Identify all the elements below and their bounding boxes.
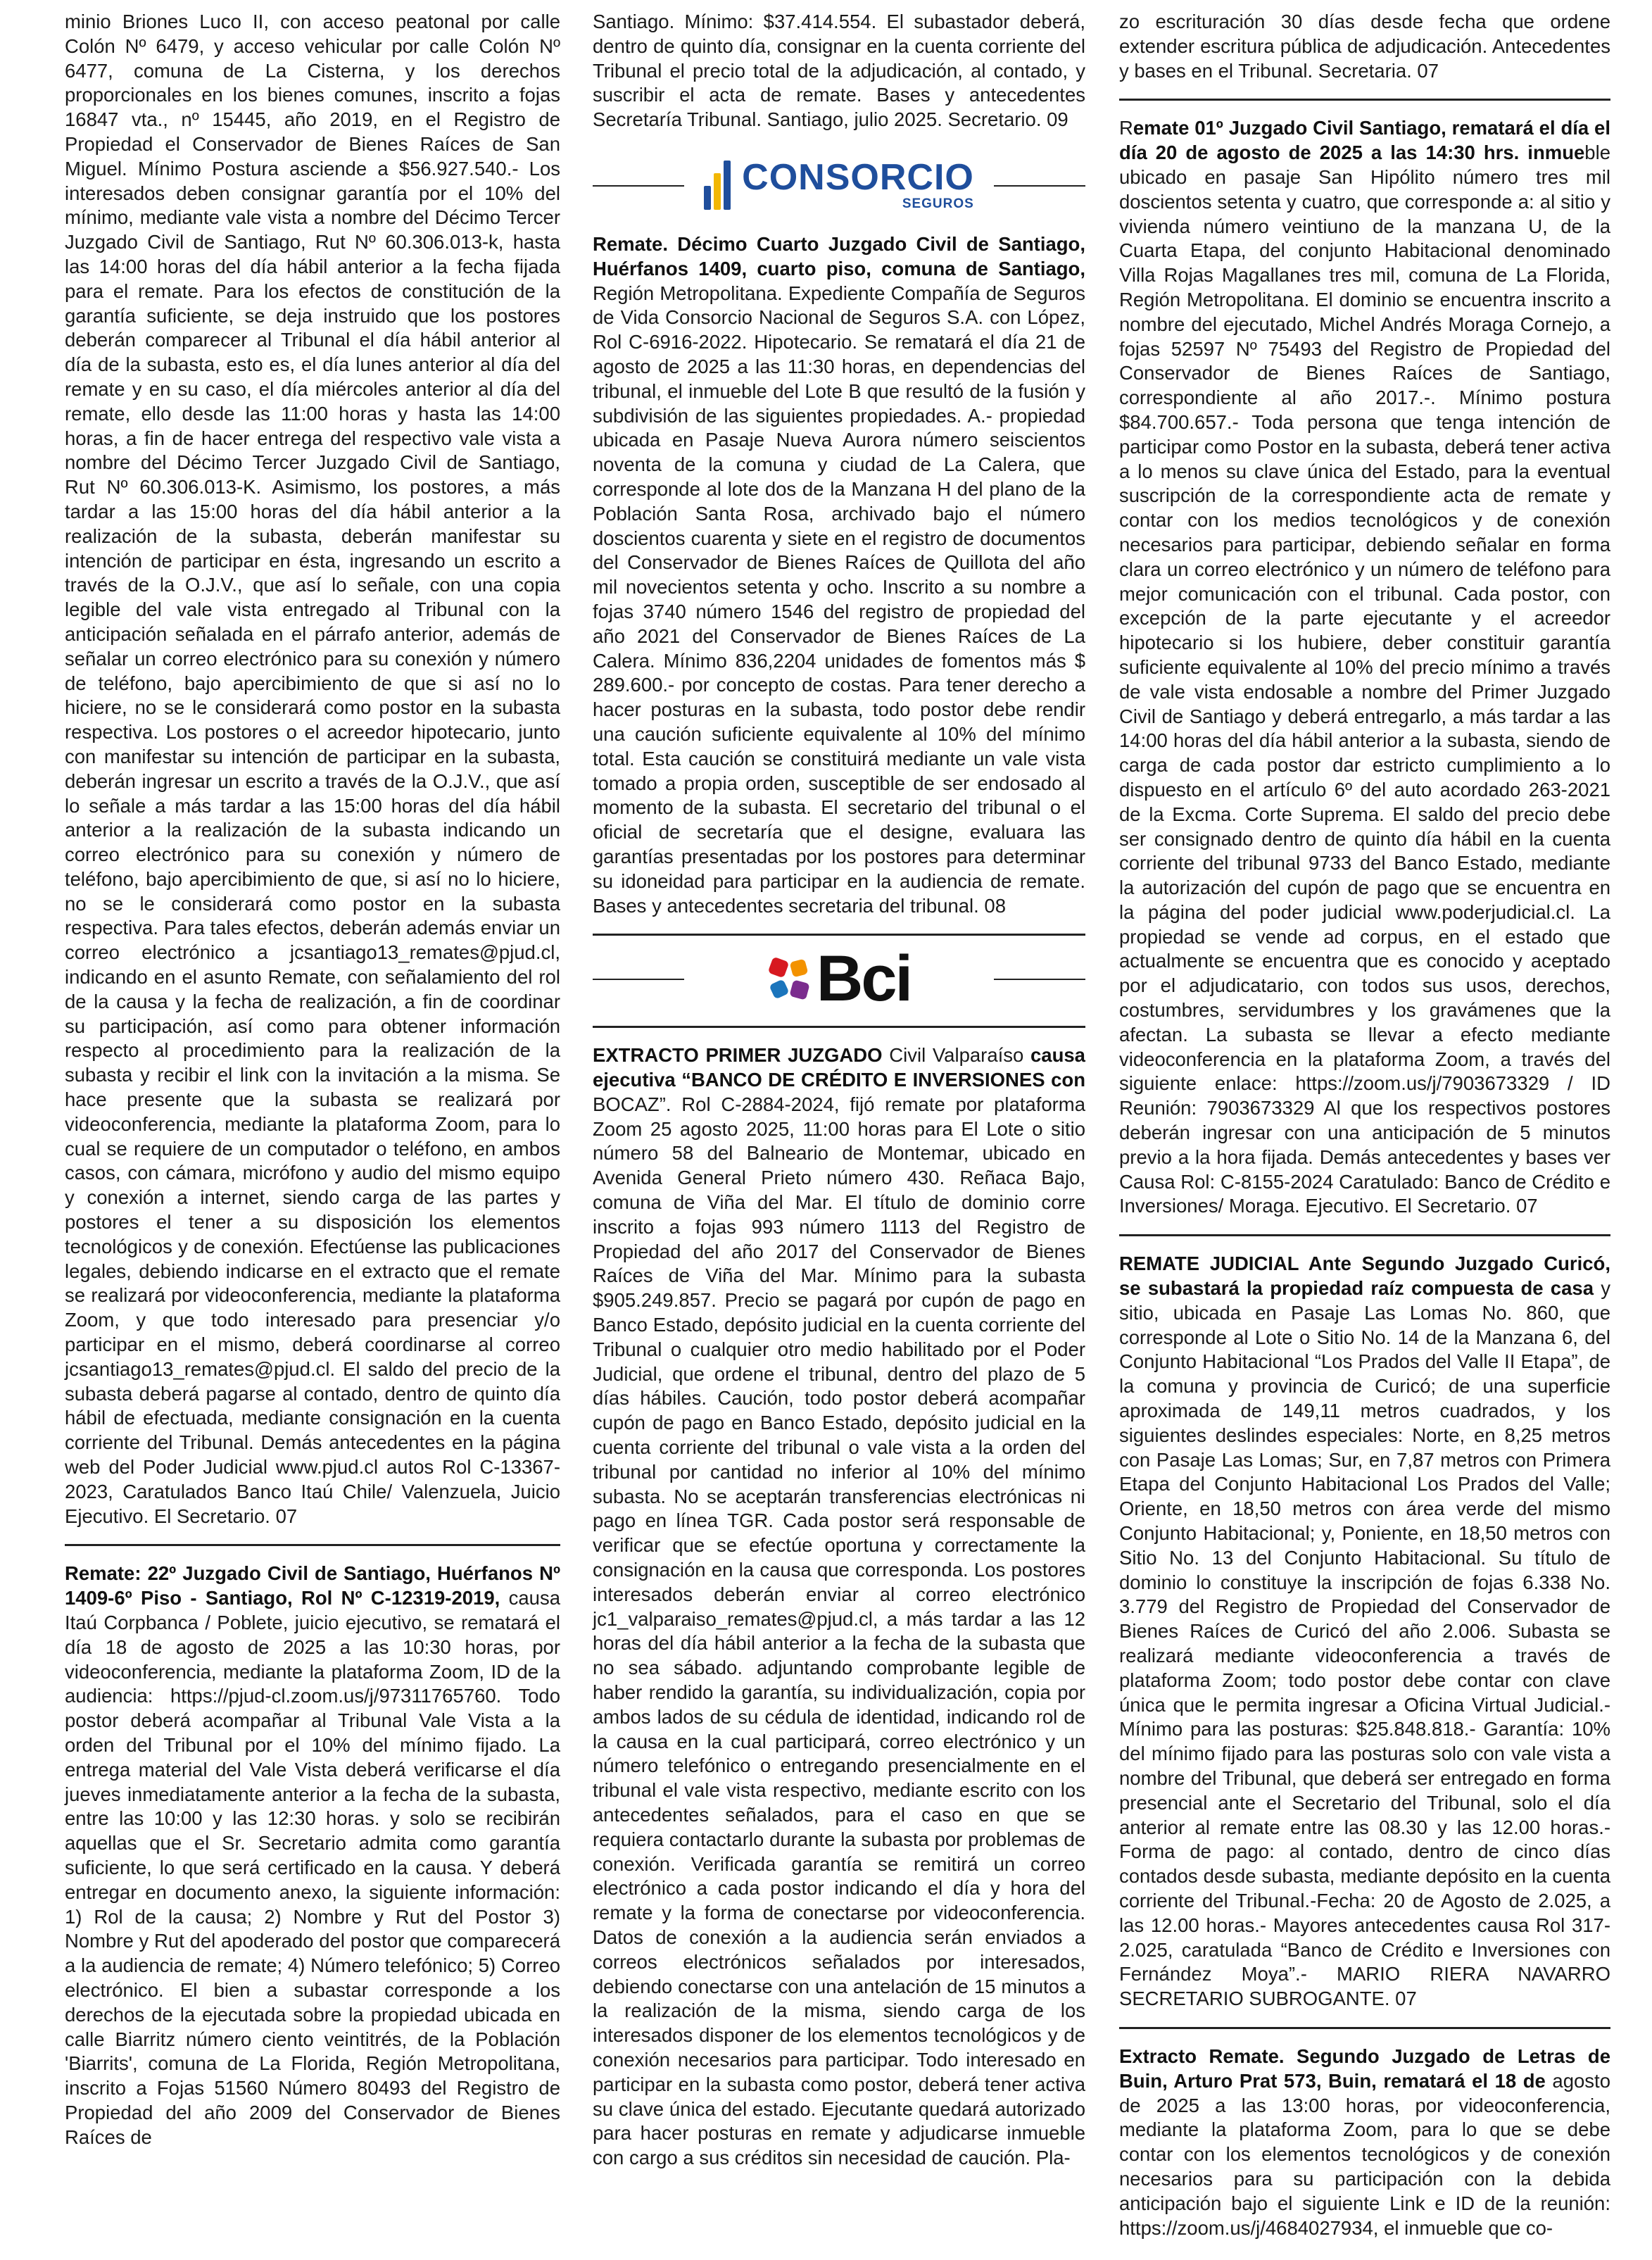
notice-heading: causa ejecutiva “BANCO DE CRÉDITO E INVERSIONES con xyxy=(593,1044,1085,1091)
consorcio-logo-banner xyxy=(593,146,1085,224)
notice-heading: REMATE JUDICIAL Ante Segundo Juzgado Curicó, se subastará la propiedad raíz compuesta de casa xyxy=(1119,1253,1610,1300)
divider xyxy=(1119,99,1610,101)
bci-symbol-icon xyxy=(767,956,812,1001)
bci-logo xyxy=(767,943,912,1015)
consorcio-logo-name: CONSORCIO xyxy=(742,156,974,198)
notice-body: agosto de 2025 a las 13:00 horas, por videoconferencia, mediante la plataforma Zoom, para lo que se debe contar con los elementos tecnológicos y de conexión necesarios para su participación con la debida anticipación bajo el siguiente Link e ID de la reunión: https://zoom.us/j/4684027934, el inmueble que co- xyxy=(1119,2069,1610,2239)
notice-heading: EXTRACTO PRIMER JUZGADO xyxy=(593,1044,883,1067)
notice-dropcap: R xyxy=(1119,117,1133,139)
notice-body: causa Itaú Corpbanca / Poblete, juicio ejecutivo, se rematará el día 18 de agosto de 2025 a las 10:30 horas, por videoconferencia, mediante la plataforma Zoom, ID de la audiencia: https://pjud-cl.zoom.us/j/97311765760. Todo postor deberá acompañar al Tribunal Vale Vista a la orden del Tribunal por el 10% del mínimo fijado. La entrega material del Vale Vista deberá verificarse el día jueves inmediatamente anterior a la fecha de la subasta, entre las 10:00 y las 12:30 horas. y solo se recibirán aquellas que el Sr. Secretario admita como garantía suficiente, lo que será certificado en la causa. Y deberá entregar en documento anexo, la siguiente información: 1) Rol de la causa; 2) Nombre y Rut del Postor 3) Nombre y Rut del apoderado del postor que comparecerá a la audiencia de remate; 4) Número telefónico; 5) Correo electrónico. El bien a subastar corresponde a los derechos de la ejecutada sobre la propiedad ubicada en calle Biarritz número ciento veintitrés, de la Población 'Biarrits', comuna de La Florida, Región Metropolitana, inscrito a Fojas 51560 Número 80493 del Registro de Propiedad del año 2009 del Conservador de Bienes Raíces de xyxy=(65,1587,560,2148)
column-3 xyxy=(1119,10,1610,2254)
auction-notice-14th-court xyxy=(593,232,1085,918)
consorcio-building-icon xyxy=(704,161,735,210)
auction-notice-22nd-court-continued xyxy=(593,10,1085,132)
notice-body: minio Briones Luco II, con acceso peatonal por calle Colón Nº 6479, y acceso vehicular por calle Colón Nº 6477, comuna de La Cisterna, y los derechos proporcionales en los bienes comunes, inscrito a fojas 16847 vta., nº 15445, año 2019, en el Registro de Propiedad el Conservador de Bienes Raíces de San Miguel. Mínimo Postura asciende a $56.927.540.- Los interesados deben consignar garantía por el 10% del mínimo, mediante vale vista a nombre del Décimo Tercer Juzgado Civil de Santiago, Rut Nº 60.306.013-k, hasta las 14:00 horas del día hábil anterior a la fecha fijada para el remate. Para los efectos de constitución de la garantía suficiente, se deja instruido que los postores deberán comparecer al Tribunal el día hábil anterior al día de la subasta, esto es, el día lunes anterior al día del remate y en su caso, el día miércoles anterior al día del remate, ello desde las 11:00 horas y hasta las 14:00 horas, a fin de hacer entrega del respectivo vale vista a nombre del Décimo Tercer Juzgado Civil de Santiago, Rut Nº 60.306.013-K. Asimismo, los postores, a más tardar a las 15:00 horas del día hábil anterior a la realización de la subasta, deberán manifestar su intención de participar en ésta, ingresando un escrito a través de la O.J.V., que así lo señale, con una copia legible del vale vista entregado al Tribunal con la anticipación señalada en el párrafo anterior, además de señalar un correo electrónico para su conexión y número de teléfono, bajo apercibimiento de que si así no lo hiciere, no se le considerará como postor en la subasta respectiva. Los postores o el acreedor hipotecario, junto con manifestar su intención de participar en la subasta, deberán ingresar un escrito a través de la O.J.V., que así lo señale a más tardar a las 15:00 horas del día hábil anterior a la realización de la subasta indicando un correo electrónico para su conexión y número de teléfono, bajo apercibimiento de que, si así no lo hiciere, no se le considerará como postor en la subasta respectiva. Para tales efectos, deberán además enviar un correo electrónico a jcsantiago13_remates@pjud.cl, indicando en el asunto Remate, con señalamiento del rol de la causa y la fecha de realización, a fin de coordinar su participación, así como para obtener información respecto al procedimiento para la realización de la subasta y recibir el link con la invitación a la misma. Se hace presente que la subasta se realizará por videoconferencia, mediante la plataforma Zoom, para lo cual se requiere de un computador o teléfono, en ambos casos, con cámara, micrófono y audio del mismo equipo y conexión a internet, siendo carga de las partes y postores el tener a su disposición los elementos tecnológicos y de conexión. Efectúense las publicaciones legales, debiendo indicarse en el extracto que el remate se realizará por videoconferencia, mediante la plataforma Zoom, y que todo interesado para presenciar y/o participar en el mismo, deberá coordinarse al correo jcsantiago13_remates@pjud.cl. El saldo del precio de la subasta deberá pagarse al contado, dentro de quinto día hábil de efectuada, mediante consignación en la cuenta corriente del Tribunal. Demás antecedentes en la página web del Poder Judicial www.pjud.cl autos Rol C-13367-2023, Caratulados Banco Itaú Chile/ Valenzuela, Juicio Ejecutivo. El Secretario. 07 xyxy=(65,11,560,1527)
divider xyxy=(593,934,1085,936)
bci-logo-name: Bci xyxy=(816,943,912,1015)
divider xyxy=(593,185,684,187)
auction-notice-1st-court-santiago xyxy=(1119,116,1610,1219)
notice-heading: emate 01º Juzgado Civil Santiago, rematará el día el día 20 de agosto de 2025 a las 14:30 hrs. inmue xyxy=(1119,117,1610,164)
auction-notice-valparaiso-court xyxy=(593,1043,1085,2171)
divider xyxy=(994,979,1085,980)
notice-body: y sitio, ubicada en Pasaje Las Lomas No. 860, que corresponde al Lote o Sitio No. 14 de la Manzana 6, del Conjunto Habitacional “Los Prados del Valle II Etapa”, de la comuna y provincia de Curicó; de una superficie aproximada de 149,11 metros cuadrados, y los siguientes deslindes especiales: Norte, en 8,25 metros con Pasaje Las Lomas; Sur, en 7,87 metros con Primera Etapa del Conjunto Habitacional Los Prados del Valle; Oriente, en 18,50 metros con área verde del mismo Conjunto Habitacional; y, Poniente, en 18,50 metros con Sitio No. 13 del Conjunto Habitacional. Su título de dominio lo constituye la inscripción de fojas 6.338 No. 3.779 del Registro de Propiedad del Conservador de Bienes Raíces de Curicó del año 2.006. Subasta se realizará mediante videoconferencia a través de plataforma Zoom; todo postor debe contar con clave única que le permita ingresar a Oficina Virtual Judicial.- Mínimo para las posturas: $25.848.818.- Garantía: 10% del mínimo fijado para las posturas solo con vale vista a nombre del Tribunal, que deberá ser entregado en forma presencial ante el Secretario del Tribunal, solo el día anterior al remate entre las 08.30 y las 12.00 horas.- Forma de pago: al contado, dentro de cinco días contados desde subasta, mediante depósito en la cuenta corriente del Tribunal.-Fecha: 20 de Agosto de 2.025, a las 12.00 horas.- Mayores antecedentes causa Rol 317-2.025, caratulada “Banco de Crédito e Inversiones con Fernández Moya”.- MARIO RIERA NAVARRO SECRETARIO SUBROGANTE. 07 xyxy=(1119,1277,1610,2010)
notice-body: zo escrituración 30 días desde fecha que ordene extender escritura pública de adjudicación. Antecedentes y bases en el Tribunal. Secretaria. 07 xyxy=(1119,11,1610,82)
auction-notice-22nd-court xyxy=(65,1562,560,2149)
divider xyxy=(1119,1234,1610,1236)
notice-body: ble ubicado en pasaje San Hipólito número tres mil doscientos setenta y cuatro, que corresponde a: al sitio y vivienda número veintiuno de la manzana U, de la Cuarta Etapa, del conjunto Habitacional denominado Villa Rojas Magallanes tres mil, comuna de La Florida, Región Metropolitana. El dominio se encuentra inscrito a nombre del ejecutado, Michel Andrés Moraga Cornejo, a fojas 52597 Nº 75493 del Registro de Propiedad del Conservador de Bienes Raíces de Santiago, correspondiente al año 2017.-. Mínimo postura $84.700.657.- Toda persona que tenga intención de participar como Postor en la subasta, deberá tener activa a lo menos su clave única del Estado, para la eventual suscripción de la correspondiente acta de remate y contar con los medios tecnológicos y de conexión necesarios para participar, debiendo señalar en forma clara un correo electrónico y un número de teléfono para mejor comunicación con el tribunal. Cada postor, con excepción de la parte ejecutante y el acreedor hipotecario si los hubiere, deber constituir garantía suficiente equivalente al 10% del precio mínimo a través de vale vista endosable a nombre del Primer Juzgado Civil de Santiago y deberá entregarlo, a más tardar a las 14:00 horas del día hábil anterior a la subasta, siendo de carga de cada postor dar estricto cumplimiento a lo dispuesto en el artículo 6º del auto acordado 263-2021 de la Excma. Corte Suprema. El saldo del precio debe ser consignado dentro de quinto día hábil en la cuenta corriente del tribunal 9733 del Banco Estado, mediante la autorización del cupón de pago que se encuentra en la página del poder judicial www.poderjudicial.cl. La propiedad se vende ad corpus, en el estado que actualmente se encuentra que es conocido y aceptado por el adjudicatario, con todos sus usos, derechos, costumbres, servidumbres y los gravámenes que la afectan. La subasta se llevar a efecto mediante videoconferencia en la plataforma Zoom, a través del siguiente enlace: https://zoom.us/j/7903673329 / ID Reunión: 7903673329 Al que los respectivos postores deberán ingresar con una anticipación de 5 minutos previo a la hora fijada. Demás antecedentes y bases ver Causa Rol: C-8155-2024 Caratulado: Banco de Crédito e Inversiones/ Moraga. Ejecutivo. El Secretario. 07 xyxy=(1119,142,1610,1217)
divider xyxy=(593,1026,1085,1028)
divider xyxy=(593,979,684,980)
divider xyxy=(65,1544,560,1546)
notice-heading-plain: Civil Valparaíso xyxy=(882,1044,1030,1067)
notice-body: BOCAZ”. Rol C-2884-2024, fijó remate por plataforma Zoom 25 agosto 2025, 11:00 horas para El Lote o sitio número 58 del Balneario de Montemar, ubicado en Avenida General Prieto número 430. Reñaca Bajo, comuna de Viña del Mar. El título de dominio corre inscrito a fojas 993 número 1113 del Registro de Propiedad del año 2017 del Conservador de Bienes Raíces de Viña del Mar. Mínimo para la subasta $905.249.857. Precio se pagará por cupón de pago en Banco Estado, depósito judicial en la cuenta corriente del Tribunal o cualquier otro medio habilitado por el Poder Judicial, que ordene el tribunal, dentro del plazo de 5 días hábiles. Caución, todo postor deberá acompañar cupón de pago en Banco Estado, depósito judicial en la cuenta corriente del tribunal o vale vista a la orden del tribunal por cantidad no inferior al 10% del mínimo subasta. No se aceptarán transferencias electrónicas ni pago en línea TGR. Cada postor será responsable de verificar que se efectúe oportuna y correctamente la consignación en la causa que corresponda. Los postores interesados deberán enviar al correo electrónico jc1_valparaiso_remates@pjud.cl, a más tardar a las 12 horas del día hábil anterior a la fecha de la subasta que no sea sábado. adjuntando comprobante legible de haber rendido la garantía, su individualización, copia por ambos lados de su cédula de identidad, indicando rol de la causa en la cual participará, correo electrónico y un número telefónico o entregando presencialmente en el tribunal el vale vista respectivo, mediante escrito con los antecedentes señalados, para el caso en que se requiera contactarlo durante la subasta por problemas de conexión. Verificada garantía se remitirá un correo electrónico a cada postor indicando el día y hora del remate y la forma de conectarse por videoconferencia. Datos de conexión a la audiencia serán enviados a correos electrónicos señalados por interesados, debiendo conectarse con una antelación de 15 minutos a la realización de la misma, siendo carga de los interesados disponer de los elementos tecnológicos y de conexión necesarios para participar. Todo interesado en participar en la subasta como postor, deberá tener activa su clave única del estado. Ejecutante quedará autorizado para hacer posturas en remate y adjudicarse inmueble con cargo a sus créditos sin necesidad de caución. Pla- xyxy=(593,1093,1085,2169)
auction-notice-buin-court xyxy=(1119,2045,1610,2240)
auction-notice-valparaiso-continued xyxy=(1119,10,1610,83)
notice-body: Santiago. Mínimo: $37.414.554. El subastador deberá, dentro de quinto día, consignar en la cuenta corriente del Tribunal el precio total de la adjudicación, al contado, y suscribir el acta de remate. Bases y antecedentes Secretaría Tribunal. Santiago, julio 2025. Secretario. 09 xyxy=(593,11,1085,131)
consorcio-logo-subtitle: SEGUROS xyxy=(902,196,974,211)
notice-body: Región Metropolitana. Expediente Compañía de Seguros de Vida Consorcio Nacional de Seguros S.A. con López, Rol C-6916-2022. Hipotecario. Se rematará el día 21 de agosto de 2025 a las 11:30 horas, en dependencias del tribunal, el inmueble del Lote B que resultó de la fusión y subdivisión de las siguientes propiedades. A.- propiedad ubicada en Pasaje Nueva Aurora número seiscientos noventa de la comuna y ciudad de La Calera, que corresponde al lote dos de la Manzana H del plano de la Población Santa Rosa, archivado bajo el número doscientos cuarenta y siete en el registro de documentos del Conservador de Bienes Raíces de Quillota del año mil novecientos setenta y ocho. Inscrito a su nombre a fojas 3740 número 1546 del registro de propiedad del año 2021 del Conservador de Bienes Raíces de La Calera. Mínimo 836,2204 unidades de fomentos más $ 289.600.- por concepto de costas. Para tener derecho a hacer posturas en la subasta, todo postor debe rendir una caución suficiente equivalente al 10% del mínimo total. Esta caución se constituirá mediante un vale vista tomado a propia orden, susceptible de ser endosado al momento de la subasta. El secretario del tribunal o el oficial de secretaría que el designe, evaluara las garantías presentadas por los postores para determinar su idoneidad para participar en la audiencia de remate. Bases y antecedentes secretaria del tribunal. 08 xyxy=(593,282,1085,917)
notice-heading: Remate: 22º Juzgado Civil de Santiago, Huérfanos Nº 1409-6º Piso - Santiago, Rol Nº C-12319-2019, xyxy=(65,1562,560,1609)
column-1 xyxy=(65,10,560,2164)
consorcio-logo xyxy=(704,158,974,212)
notice-heading: Remate. Décimo Cuarto Juzgado Civil de Santiago, Huérfanos 1409, cuarto piso, comuna de Santiago, xyxy=(593,232,1085,280)
auction-notice-curico-court xyxy=(1119,1252,1610,2011)
auction-notice-13th-court-continued xyxy=(65,10,560,1528)
bci-logo-banner xyxy=(593,940,1085,1017)
column-2 xyxy=(593,10,1085,2185)
divider xyxy=(994,185,1085,187)
divider xyxy=(1119,2027,1610,2029)
notice-heading: Extracto Remate. Segundo Juzgado de Letras de Buin, Arturo Prat 573, Buin, rematará el 18 de xyxy=(1119,2045,1610,2092)
